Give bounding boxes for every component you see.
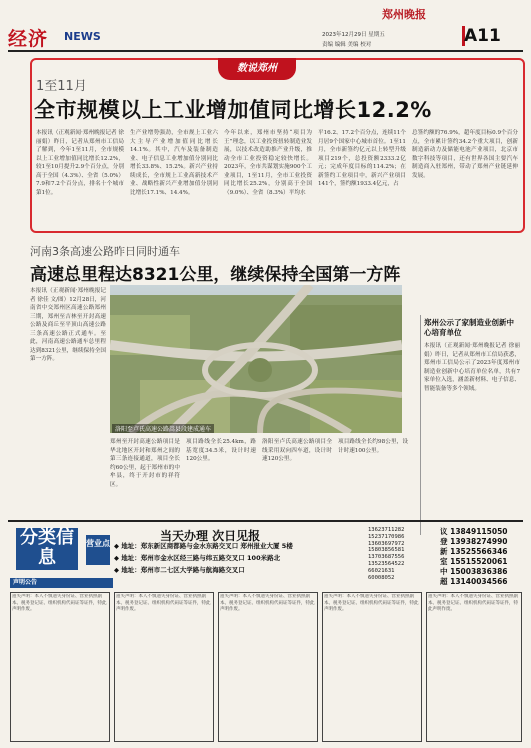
notice-heading: 声明公告 [10, 578, 113, 588]
mid-phone: 15803856581 [368, 547, 405, 554]
ad-line-3: ◆ 地址：郑州市二七区大学路与航海路交叉口 [114, 566, 245, 574]
classified-logo: 分类信息 [16, 528, 78, 570]
mid-phone: 66021631 [368, 567, 395, 574]
lead-column-3: 今年以来，郑州市坚持“项目为王”理念，以工业投资扭转制造业发展，以技术改造助推产业升级，推动全市工业投资稳定较快增长。2023年，全市共谋划实施900个工业项目，1至11月，全市工业投资同比增长25.2%，分别高于全国（9.0%）、全省（8.3%）平均水 [224, 130, 312, 196]
classified-title: 当天办理 次日见报 [160, 529, 261, 543]
story2-subhead: 河南3条高速公路昨日同时通车 [30, 245, 180, 258]
classified-rule [8, 520, 523, 522]
mid-phone-list [368, 527, 436, 581]
ad-text: 遗失声明：本人不慎遗失身份证、营业执照副本、税务登记证、组织机构代码证等证件，特此声明作废。 [324, 594, 419, 612]
ad-text: 遗失声明：本人不慎遗失身份证、营业执照副本、税务登记证、组织机构代码证等证件，特此声明作废。 [12, 594, 107, 612]
phone-entry: 登 13938274990 [440, 537, 508, 546]
sidebar-story-headline[interactable]: 郑州公示了家制造业创新中心培育单位 [424, 318, 514, 337]
phone-entry: 新 13525566346 [440, 547, 508, 556]
lead-column-4: 平16.2、17.2个百分点，连续11个月居9个国家中心城市首位。1至11月，全市新签约亿元以上转型升级项目219个，总投资额2333.2亿元；完成年度目标的114.2%；在新签约工业项目中，新兴产业项目141个，签约额1933.4亿元，占 [318, 130, 406, 187]
ad-line-2: ◆ 地址：郑州市金水区经三路与纬五路交叉口 100米路北 [114, 554, 281, 562]
lead-column-1: 本报讯（正观新闻·郑州晚报记者 徐丽娟）昨日，记者从郑州市工信局了解到，今年1至11月，全市规模以上工业增加值同比增长12.2%，较1至10月提升2.9个百分点，分别高于全国（4.3%）、全省（5.0%）7.9和7.2个百分点，排名十个城市第1位。 [36, 130, 124, 196]
lead-column-5: 总签约额的76.9%，超年度目标0.9个百分点，全市累计签约34.2个重大项目，创新制造新动力及储能电池产业项目，北京市数字科技等项目，还有世界各国主要汽车制造商入驻郑州，带动了郑州产业链延伸发展。 [412, 130, 518, 179]
highway-photo [110, 285, 402, 433]
phone-entry: 中 15003836386 [440, 567, 508, 576]
mid-phone: 60008052 [368, 574, 395, 581]
section-title: 经济 [8, 28, 49, 50]
phone-entry: 超 13140034566 [440, 577, 508, 586]
lead-headline[interactable]: 全市规模以上工业增加值同比增长12.2% [34, 98, 432, 122]
page-number: A11 [464, 26, 501, 46]
story2-column-3: 项目路线全长25.4km，路基宽度34.5米，设计时速120公里。 [186, 439, 256, 462]
ad-text: 遗失声明：本人不慎遗失身份证、营业执照副本、税务登记证、组织机构代码证等证件，特此声明作废。 [116, 594, 211, 612]
section-title-en: NEWS [64, 30, 101, 43]
story2-column-2: 郑州至开封高速公路项目是华北地区开封和郑州之间的第三条连接通道，项目全长约60公里，起于郑州市的中牟县，终于开封市的祥符区。 [110, 439, 180, 488]
phone-list [440, 527, 520, 587]
business-tag: 营业点 [86, 535, 110, 565]
story2-column-5: 项目路线全长约98公里，设计时速100公里。 [338, 439, 408, 454]
ad-text: 遗失声明：本人不慎遗失身份证、营业执照副本、税务登记证、组织机构代码证等证件，特此声明作废。 [428, 594, 518, 612]
highway-photo-image [110, 285, 402, 433]
mid-phone: 15237170986 [368, 533, 405, 540]
photo-caption: 洛阳至卢氏高速公路嵩县段建成通车 [112, 424, 214, 433]
lead-badge: 数说郑州 [218, 58, 296, 80]
header-date: 2023年12月29日 星期五 [322, 32, 385, 38]
story2-column-4: 洛阳至卢氏高速公路项目全线采用双向四车道，设计时速120公里。 [262, 439, 332, 462]
mid-phone: 13623711282 [368, 527, 405, 533]
lead-column-2: 生产业增势强劲，全市规上工业六大主导产业增加值同比增长14.1%。其中，汽车及装备制造业、电子信息工业增加值分别同比增长33.8%、15.2%。新兴产业持续成长，全市规上工业高新技术产业、战略性新兴产业增加值分别同比增长17.1%、14.4%。 [130, 130, 218, 196]
header-staff: 责编 编辑 美编 校对 [322, 42, 372, 48]
paper-name: 郑州晚报 [382, 8, 426, 21]
lead-kicker: 1至11月 [36, 79, 87, 94]
story2-headline[interactable]: 高速总里程达8321公里，继续保持全国第一方阵 [30, 265, 401, 285]
mid-phone: 13603697972 [368, 540, 405, 547]
ad-line-1: ◆ 地址：郑东新区商都路与金水东路交叉口 郑州报业大厦 5楼 [114, 542, 293, 550]
header-rule [8, 50, 523, 52]
sidebar-story-text: 本报讯（正观新闻·郑州晚报记者 徐丽娟）昨日，记者从郑州市工信局获悉，郑州市工信局公示了2023年度郑州市制造业创新中心培育单位名单，共有7家单位入选，涵盖新材料、电子信息、智能装备等多个领域。 [424, 343, 520, 392]
story2-column-1: 本报讯（正观新闻·郑州晚报记者 徐佳 文/图）12月28日，河南省中交郑州区高速公路郑州三期，郑州至吉林至开封高速公路及商丘至平顶山高速公路三条高速公路正式通车。至此，河南高速公路通车总里程达到8321公里，继续保持全国第一方阵。 [30, 288, 106, 362]
phone-entry: 议 13849115050 [440, 527, 508, 536]
phone-entry: 室 15515520061 [440, 557, 508, 566]
mid-phone: 13703687556 [368, 554, 405, 561]
ad-text: 遗失声明：本人不慎遗失身份证、营业执照副本、税务登记证、组织机构代码证等证件，特此声明作废。 [220, 594, 315, 612]
mid-phone: 13523564522 [368, 560, 405, 567]
